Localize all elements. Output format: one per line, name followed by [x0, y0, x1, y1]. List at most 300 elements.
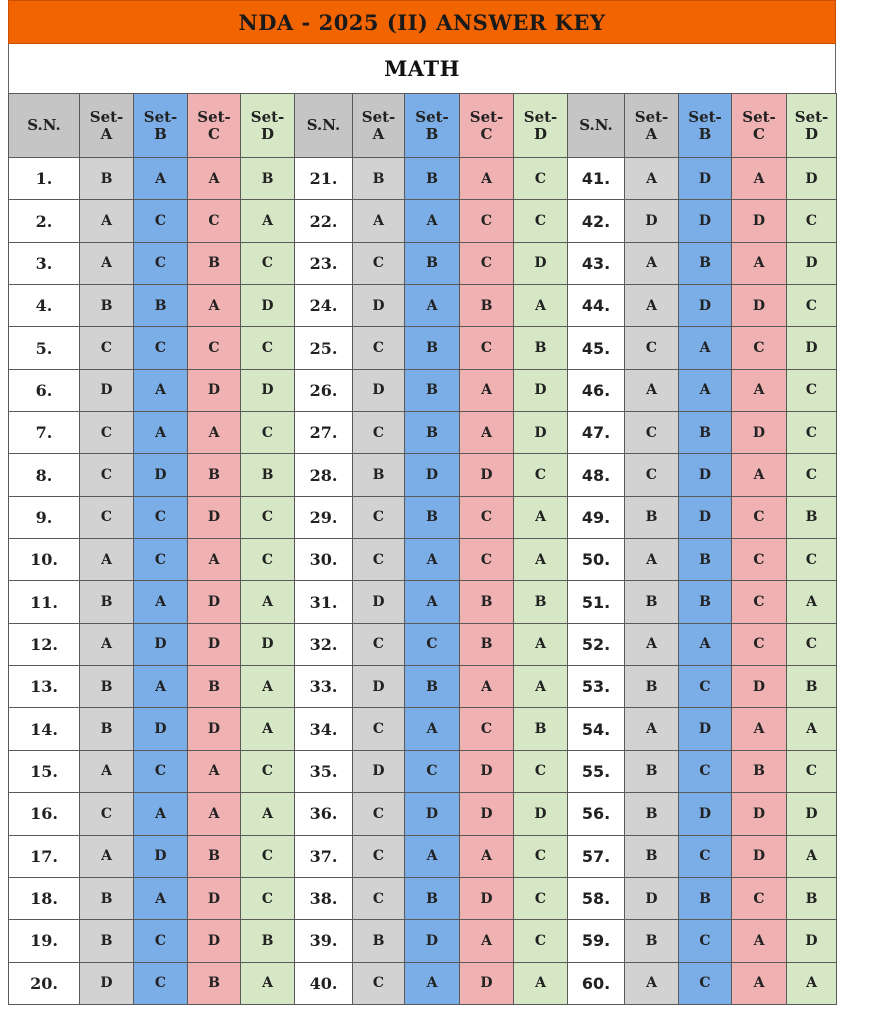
question-number: 17.	[9, 835, 80, 877]
set-a-answer: C	[353, 242, 405, 284]
set-c-answer: A	[460, 920, 514, 962]
question-number: 15.	[9, 750, 80, 792]
set-b-header: Set- B	[405, 94, 460, 158]
set-a-answer: B	[625, 581, 679, 623]
table-row	[9, 327, 837, 369]
set-b-answer: A	[134, 158, 188, 200]
set-d-answer: D	[787, 793, 837, 835]
set-a-answer: C	[353, 835, 405, 877]
set-d-answer: C	[787, 539, 837, 581]
set-a-answer: C	[80, 412, 134, 454]
set-c-answer: D	[188, 581, 241, 623]
set-d-answer: C	[514, 920, 568, 962]
set-d-answer: A	[241, 708, 295, 750]
set-d-answer: C	[514, 200, 568, 242]
question-number: 31.	[295, 581, 353, 623]
set-a-answer: C	[353, 708, 405, 750]
table-row	[9, 412, 837, 454]
question-number: 33.	[295, 666, 353, 708]
table-row	[9, 581, 837, 623]
answer-key-sheet	[8, 0, 836, 1005]
set-d-answer: D	[514, 369, 568, 411]
set-c-answer: C	[460, 242, 514, 284]
set-d-answer: C	[787, 623, 837, 665]
set-b-answer: B	[679, 877, 732, 919]
question-number: 7.	[9, 412, 80, 454]
question-number: 42.	[568, 200, 625, 242]
question-number: 53.	[568, 666, 625, 708]
table-row	[9, 962, 837, 1004]
set-b-answer: A	[679, 369, 732, 411]
set-c-answer: C	[732, 581, 787, 623]
set-a-answer: B	[80, 158, 134, 200]
set-c-answer: D	[188, 877, 241, 919]
set-b-answer: A	[405, 962, 460, 1004]
set-c-answer: B	[460, 285, 514, 327]
table-row	[9, 454, 837, 496]
set-b-answer: D	[679, 200, 732, 242]
question-number: 6.	[9, 369, 80, 411]
set-c-answer: A	[460, 835, 514, 877]
set-a-answer: C	[80, 454, 134, 496]
set-b-answer: A	[679, 623, 732, 665]
set-d-answer: B	[514, 327, 568, 369]
set-c-answer: C	[460, 539, 514, 581]
set-b-answer: B	[679, 539, 732, 581]
set-d-answer: C	[787, 454, 837, 496]
set-a-answer: A	[625, 242, 679, 284]
set-c-answer: A	[188, 412, 241, 454]
set-c-answer: D	[460, 962, 514, 1004]
question-number: 60.	[568, 962, 625, 1004]
question-number: 12.	[9, 623, 80, 665]
table-row	[9, 750, 837, 792]
set-b-answer: D	[679, 496, 732, 538]
set-b-answer: C	[134, 539, 188, 581]
question-number: 50.	[568, 539, 625, 581]
set-c-answer: C	[460, 327, 514, 369]
question-number: 27.	[295, 412, 353, 454]
set-b-answer: C	[679, 750, 732, 792]
question-number: 56.	[568, 793, 625, 835]
set-d-answer: D	[241, 285, 295, 327]
set-b-answer: B	[679, 581, 732, 623]
set-c-answer: D	[188, 920, 241, 962]
set-a-answer: A	[625, 962, 679, 1004]
set-b-answer: C	[405, 623, 460, 665]
set-b-answer: B	[405, 666, 460, 708]
set-c-answer: D	[188, 623, 241, 665]
question-number: 46.	[568, 369, 625, 411]
set-a-answer: C	[353, 877, 405, 919]
set-a-answer: B	[625, 496, 679, 538]
set-b-answer: D	[405, 793, 460, 835]
set-d-answer: C	[241, 412, 295, 454]
set-a-answer: A	[625, 158, 679, 200]
set-c-answer: B	[188, 835, 241, 877]
question-number: 10.	[9, 539, 80, 581]
set-d-answer: B	[241, 158, 295, 200]
set-c-answer: A	[732, 369, 787, 411]
set-a-answer: C	[625, 454, 679, 496]
set-c-answer: C	[732, 496, 787, 538]
set-b-answer: B	[405, 242, 460, 284]
set-c-answer: A	[460, 369, 514, 411]
set-a-answer: B	[353, 158, 405, 200]
question-number: 49.	[568, 496, 625, 538]
set-a-answer: C	[625, 327, 679, 369]
subject-heading: MATH	[8, 44, 836, 93]
set-a-answer: D	[353, 285, 405, 327]
set-c-answer: D	[460, 793, 514, 835]
set-c-answer: A	[460, 666, 514, 708]
set-b-answer: C	[679, 666, 732, 708]
set-d-answer: C	[241, 835, 295, 877]
set-d-answer: B	[241, 920, 295, 962]
set-a-answer: D	[353, 666, 405, 708]
set-d-answer: A	[514, 623, 568, 665]
set-a-answer: A	[625, 539, 679, 581]
question-number: 51.	[568, 581, 625, 623]
set-b-answer: D	[134, 454, 188, 496]
set-d-answer: D	[514, 412, 568, 454]
set-b-answer: C	[134, 920, 188, 962]
question-number: 14.	[9, 708, 80, 750]
set-c-header: Set- C	[188, 94, 241, 158]
set-d-answer: A	[241, 793, 295, 835]
set-b-answer: C	[679, 835, 732, 877]
set-b-answer: D	[679, 454, 732, 496]
set-c-answer: A	[460, 412, 514, 454]
set-c-answer: B	[732, 750, 787, 792]
question-number: 16.	[9, 793, 80, 835]
question-number: 45.	[568, 327, 625, 369]
set-b-answer: B	[405, 412, 460, 454]
set-b-answer: A	[405, 835, 460, 877]
set-b-answer: D	[679, 708, 732, 750]
set-b-answer: A	[134, 369, 188, 411]
question-number: 25.	[295, 327, 353, 369]
set-a-answer: D	[80, 962, 134, 1004]
set-d-answer: D	[787, 327, 837, 369]
set-d-answer: C	[787, 750, 837, 792]
set-d-answer: C	[241, 750, 295, 792]
set-d-answer: A	[514, 666, 568, 708]
set-c-answer: C	[732, 623, 787, 665]
set-b-answer: A	[679, 327, 732, 369]
set-d-header: Set- D	[787, 94, 837, 158]
question-number: 59.	[568, 920, 625, 962]
set-d-answer: D	[787, 158, 837, 200]
set-b-answer: A	[405, 200, 460, 242]
set-b-answer: D	[679, 158, 732, 200]
set-c-answer: D	[460, 750, 514, 792]
set-b-answer: C	[134, 327, 188, 369]
set-d-answer: C	[241, 539, 295, 581]
set-c-answer: A	[460, 158, 514, 200]
set-b-answer: D	[679, 793, 732, 835]
set-a-answer: C	[353, 412, 405, 454]
set-b-answer: A	[405, 581, 460, 623]
set-b-answer: B	[134, 285, 188, 327]
question-number: 24.	[295, 285, 353, 327]
set-a-answer: D	[625, 200, 679, 242]
question-number: 43.	[568, 242, 625, 284]
set-a-answer: D	[353, 750, 405, 792]
question-number: 8.	[9, 454, 80, 496]
set-b-answer: C	[134, 496, 188, 538]
question-number: 38.	[295, 877, 353, 919]
question-number: 2.	[9, 200, 80, 242]
question-number: 26.	[295, 369, 353, 411]
sn-header: S.N.	[9, 94, 80, 158]
set-b-answer: A	[405, 708, 460, 750]
set-d-answer: D	[787, 242, 837, 284]
question-number: 9.	[9, 496, 80, 538]
set-a-answer: B	[80, 920, 134, 962]
set-a-answer: A	[80, 750, 134, 792]
table-row	[9, 666, 837, 708]
question-number: 18.	[9, 877, 80, 919]
question-number: 40.	[295, 962, 353, 1004]
set-a-header: Set- A	[353, 94, 405, 158]
set-a-answer: C	[625, 412, 679, 454]
set-c-answer: D	[188, 708, 241, 750]
header-row	[9, 94, 837, 158]
set-c-answer: B	[188, 242, 241, 284]
set-c-answer: C	[460, 708, 514, 750]
set-b-answer: D	[405, 920, 460, 962]
set-d-answer: B	[514, 581, 568, 623]
question-number: 1.	[9, 158, 80, 200]
set-b-answer: D	[679, 285, 732, 327]
set-b-header: Set- B	[679, 94, 732, 158]
set-a-answer: A	[80, 835, 134, 877]
set-a-answer: C	[80, 496, 134, 538]
set-b-header: Set- B	[134, 94, 188, 158]
set-b-answer: B	[679, 242, 732, 284]
question-number: 47.	[568, 412, 625, 454]
table-row	[9, 539, 837, 581]
set-d-answer: A	[514, 285, 568, 327]
question-number: 36.	[295, 793, 353, 835]
set-d-header: Set- D	[241, 94, 295, 158]
sn-header: S.N.	[295, 94, 353, 158]
set-b-answer: A	[134, 793, 188, 835]
question-number: 13.	[9, 666, 80, 708]
set-b-answer: C	[134, 750, 188, 792]
set-c-answer: D	[732, 285, 787, 327]
set-a-answer: D	[625, 877, 679, 919]
set-d-answer: C	[787, 200, 837, 242]
table-row	[9, 708, 837, 750]
question-number: 11.	[9, 581, 80, 623]
set-b-answer: B	[405, 877, 460, 919]
set-c-answer: C	[188, 200, 241, 242]
set-c-answer: D	[732, 412, 787, 454]
set-b-answer: C	[679, 920, 732, 962]
sn-header: S.N.	[568, 94, 625, 158]
set-c-answer: A	[732, 242, 787, 284]
set-c-answer: A	[732, 454, 787, 496]
set-c-answer: A	[732, 158, 787, 200]
set-d-answer: C	[514, 835, 568, 877]
set-b-answer: A	[405, 285, 460, 327]
set-b-answer: B	[405, 327, 460, 369]
set-a-answer: C	[353, 793, 405, 835]
page-title: NDA - 2025 (II) ANSWER KEY	[8, 0, 836, 44]
set-b-answer: B	[679, 412, 732, 454]
set-a-answer: B	[353, 920, 405, 962]
set-a-answer: B	[80, 666, 134, 708]
set-d-answer: B	[514, 708, 568, 750]
set-d-answer: C	[787, 412, 837, 454]
set-a-header: Set- A	[625, 94, 679, 158]
question-number: 58.	[568, 877, 625, 919]
set-c-answer: A	[732, 708, 787, 750]
set-a-answer: C	[353, 539, 405, 581]
set-b-answer: B	[405, 158, 460, 200]
set-a-answer: B	[80, 581, 134, 623]
set-c-answer: B	[188, 962, 241, 1004]
set-a-answer: D	[353, 369, 405, 411]
question-number: 4.	[9, 285, 80, 327]
set-c-answer: B	[460, 581, 514, 623]
set-a-answer: A	[625, 285, 679, 327]
set-a-answer: C	[353, 962, 405, 1004]
table-row	[9, 920, 837, 962]
table-row	[9, 877, 837, 919]
set-a-answer: B	[625, 920, 679, 962]
set-d-answer: A	[787, 835, 837, 877]
set-a-answer: B	[80, 285, 134, 327]
question-number: 5.	[9, 327, 80, 369]
question-number: 30.	[295, 539, 353, 581]
question-number: 32.	[295, 623, 353, 665]
table-row	[9, 158, 837, 200]
set-d-answer: C	[241, 327, 295, 369]
set-a-answer: A	[625, 623, 679, 665]
set-c-answer: A	[732, 920, 787, 962]
set-d-answer: B	[787, 877, 837, 919]
set-a-answer: A	[80, 539, 134, 581]
question-number: 29.	[295, 496, 353, 538]
table-row	[9, 242, 837, 284]
set-a-answer: C	[353, 327, 405, 369]
set-c-answer: A	[188, 793, 241, 835]
set-a-answer: A	[625, 369, 679, 411]
set-a-answer: C	[353, 623, 405, 665]
set-c-answer: C	[188, 327, 241, 369]
set-d-answer: A	[514, 539, 568, 581]
set-b-answer: A	[134, 581, 188, 623]
set-b-answer: C	[134, 242, 188, 284]
set-d-answer: A	[787, 962, 837, 1004]
set-b-answer: C	[134, 200, 188, 242]
set-a-answer: D	[80, 369, 134, 411]
set-b-answer: A	[405, 539, 460, 581]
set-b-answer: C	[405, 750, 460, 792]
set-d-answer: A	[241, 581, 295, 623]
set-a-answer: C	[353, 496, 405, 538]
set-c-answer: D	[732, 835, 787, 877]
set-a-answer: B	[80, 708, 134, 750]
set-c-answer: D	[732, 666, 787, 708]
table-row	[9, 369, 837, 411]
set-d-answer: D	[241, 369, 295, 411]
set-d-answer: C	[514, 750, 568, 792]
question-number: 35.	[295, 750, 353, 792]
set-a-answer: A	[80, 623, 134, 665]
question-number: 39.	[295, 920, 353, 962]
set-b-answer: A	[134, 877, 188, 919]
question-number: 57.	[568, 835, 625, 877]
question-number: 37.	[295, 835, 353, 877]
question-number: 23.	[295, 242, 353, 284]
answer-rows	[9, 158, 837, 1005]
table-row	[9, 623, 837, 665]
set-d-answer: B	[787, 666, 837, 708]
set-c-answer: B	[188, 666, 241, 708]
set-c-answer: A	[188, 539, 241, 581]
set-d-answer: A	[241, 666, 295, 708]
set-c-header: Set- C	[732, 94, 787, 158]
set-c-answer: D	[732, 200, 787, 242]
set-c-answer: C	[732, 539, 787, 581]
table-row	[9, 496, 837, 538]
set-d-answer: B	[241, 454, 295, 496]
set-b-answer: D	[134, 623, 188, 665]
question-number: 3.	[9, 242, 80, 284]
table-row	[9, 793, 837, 835]
set-c-answer: A	[188, 750, 241, 792]
set-b-answer: A	[134, 666, 188, 708]
question-number: 19.	[9, 920, 80, 962]
set-d-answer: D	[241, 623, 295, 665]
set-a-answer: A	[80, 200, 134, 242]
set-d-answer: B	[787, 496, 837, 538]
question-number: 41.	[568, 158, 625, 200]
question-number: 44.	[568, 285, 625, 327]
set-d-answer: A	[514, 962, 568, 1004]
set-c-answer: D	[732, 793, 787, 835]
set-d-answer: A	[787, 708, 837, 750]
set-a-answer: B	[80, 877, 134, 919]
set-a-answer: A	[353, 200, 405, 242]
set-a-answer: C	[80, 793, 134, 835]
set-b-answer: B	[405, 496, 460, 538]
set-b-answer: B	[405, 369, 460, 411]
set-d-answer: C	[514, 877, 568, 919]
question-number: 52.	[568, 623, 625, 665]
set-c-answer: D	[188, 496, 241, 538]
set-a-answer: B	[625, 666, 679, 708]
set-a-answer: B	[353, 454, 405, 496]
set-a-answer: A	[80, 242, 134, 284]
table-row	[9, 835, 837, 877]
set-d-answer: C	[241, 877, 295, 919]
set-a-answer: B	[625, 750, 679, 792]
set-c-answer: D	[188, 369, 241, 411]
set-d-answer: D	[787, 920, 837, 962]
set-d-answer: A	[241, 962, 295, 1004]
set-b-answer: C	[134, 962, 188, 1004]
set-b-answer: D	[134, 708, 188, 750]
set-c-answer: A	[188, 285, 241, 327]
set-b-answer: A	[134, 412, 188, 454]
question-number: 28.	[295, 454, 353, 496]
set-a-answer: B	[625, 835, 679, 877]
